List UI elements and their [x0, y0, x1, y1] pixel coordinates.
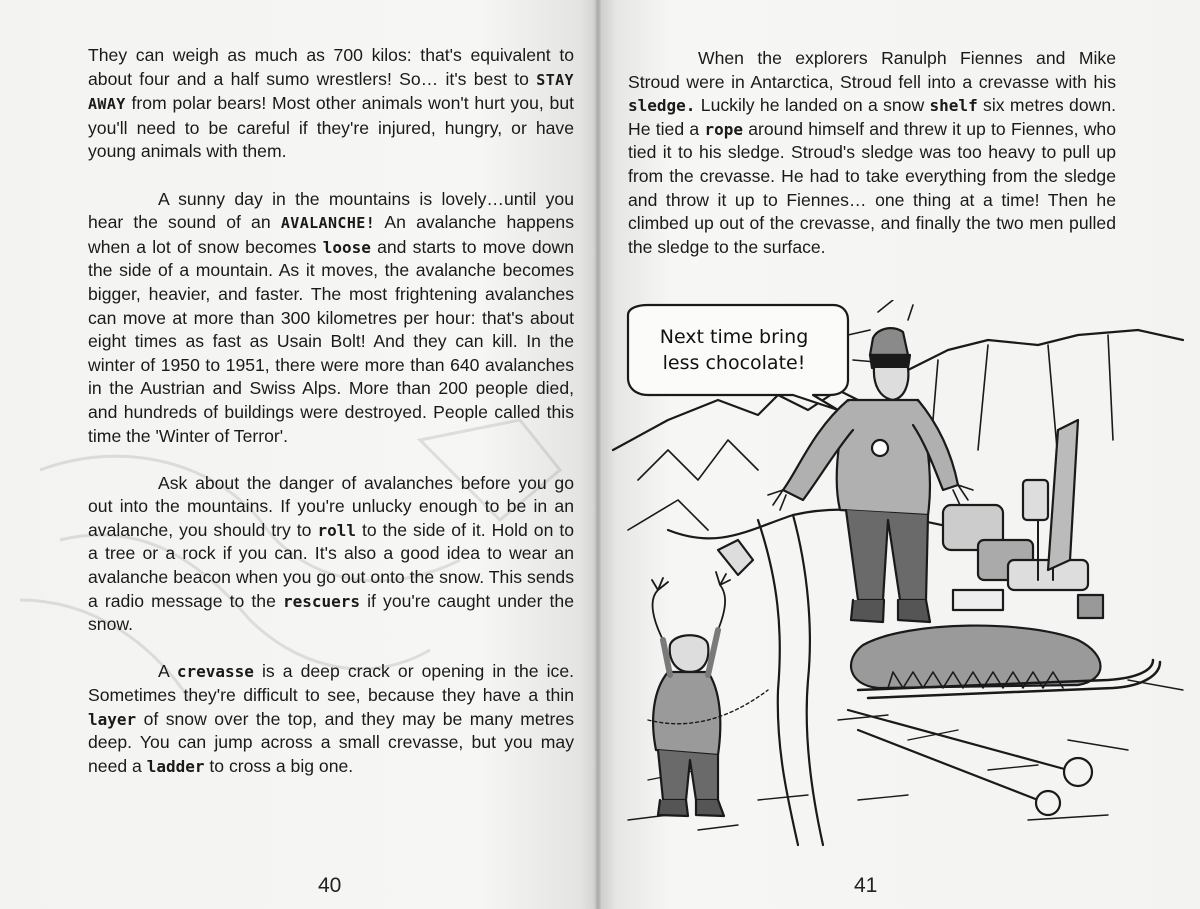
speech-line-2: less chocolate!	[662, 352, 806, 374]
right-page	[598, 0, 1200, 909]
keyword-emphasis: STAY AWAY	[88, 70, 574, 114]
text-run: from polar bears! Most other animals won't hurt you, but you'll need to be careful if they're injured, hungry, or have young animals with them.	[88, 93, 574, 162]
text-run: to the side of it. Hold on to a tree or a rock if you can. It's also a good idea to wear an avalanche beacon when you go out onto the snow. This sends a radio message to the	[88, 519, 575, 611]
keyword-emphasis: roll	[317, 520, 356, 540]
keyword-emphasis: loose	[322, 237, 371, 257]
speech-bubble-text	[624, 324, 844, 402]
text-run: is a deep crack or opening in the ice. Sometimes they're difficult to see, because they have a thin	[88, 661, 574, 706]
text-run: When the explorers Ranulph Fiennes and Mike Stroud were in Antarctica, Stroud fell into a crevasse with his	[628, 48, 1116, 92]
text-run: of snow over the top, and they may be many metres deep. You can jump across a small crevasse, but you may need a	[88, 708, 574, 776]
body-paragraph	[88, 472, 574, 637]
speech-line-1: Next time bring	[659, 326, 809, 348]
keyword-emphasis: AVALANCHE!	[280, 214, 376, 233]
text-run: A sunny day in the mountains is lovely…until you hear the sound of an	[88, 188, 574, 233]
text-run: if you're caught under the snow.	[88, 590, 574, 635]
keyword-emphasis: layer	[88, 709, 137, 729]
keyword-emphasis: rescuers	[282, 591, 361, 611]
text-run: They can weigh as much as 700 kilos: that's equivalent to about four and a half sumo wrestlers! So… it's best to	[88, 45, 574, 89]
book-gutter	[594, 0, 602, 909]
body-paragraph	[628, 47, 1116, 259]
keyword-emphasis: shelf	[929, 96, 978, 116]
left-page	[0, 0, 598, 909]
text-run: A	[158, 661, 177, 682]
page-number-left: 40	[318, 874, 342, 897]
text-run: Luckily he landed on a snow	[695, 95, 930, 116]
text-run: to cross a big one.	[204, 755, 354, 776]
explorer-stroud	[648, 572, 768, 816]
text-run: around himself and threw it up to Fiennes, who tied it to his sledge. Stroud's sledge was too heavy to pull up from the crevasse. He had to take everything from the sledge and throw it up to Fiennes… one thing at a time! Then he climbed up out of the crevasse, and finally the two men pulled the sledge to the surface.	[628, 118, 1116, 257]
text-run: An avalanche happens when a lot of snow becomes	[88, 212, 574, 257]
cliff-right-outline	[908, 330, 1183, 370]
body-paragraph	[88, 44, 574, 164]
ski-poles	[848, 710, 1068, 800]
text-run: and starts to move down the side of a mountain. As it moves, the avalanche becomes bigger, heavier, and faster. The most frightening avalanches can move at more than 300 kilometres per hour: that's about eight times as fast as Usain Bolt! And they can kill. In the winter of 1950 to 1951, there were more than 640 avalanches in the Austrian and Swiss Alps. More than 200 people died, and hundreds of buildings were destroyed. People called this time the 'Winter of Terror'.	[88, 236, 574, 446]
keyword-emphasis: ladder	[146, 756, 205, 776]
text-run: six metres down. He tied a	[628, 95, 1116, 139]
keyword-emphasis: crevasse	[176, 662, 254, 682]
keyword-emphasis: rope	[704, 119, 743, 139]
body-paragraph	[88, 188, 574, 449]
text-run: Ask about the danger of avalanches before you go out into the mountains. If you're unlucky enough to be in an avalanche, you should try to	[88, 472, 574, 540]
body-paragraph	[88, 660, 574, 778]
kettle	[718, 540, 753, 575]
right-body-text	[628, 47, 1116, 259]
keyword-emphasis: sledge.	[628, 96, 696, 116]
page-number-right: 41	[854, 874, 878, 897]
left-body-text	[88, 44, 574, 778]
